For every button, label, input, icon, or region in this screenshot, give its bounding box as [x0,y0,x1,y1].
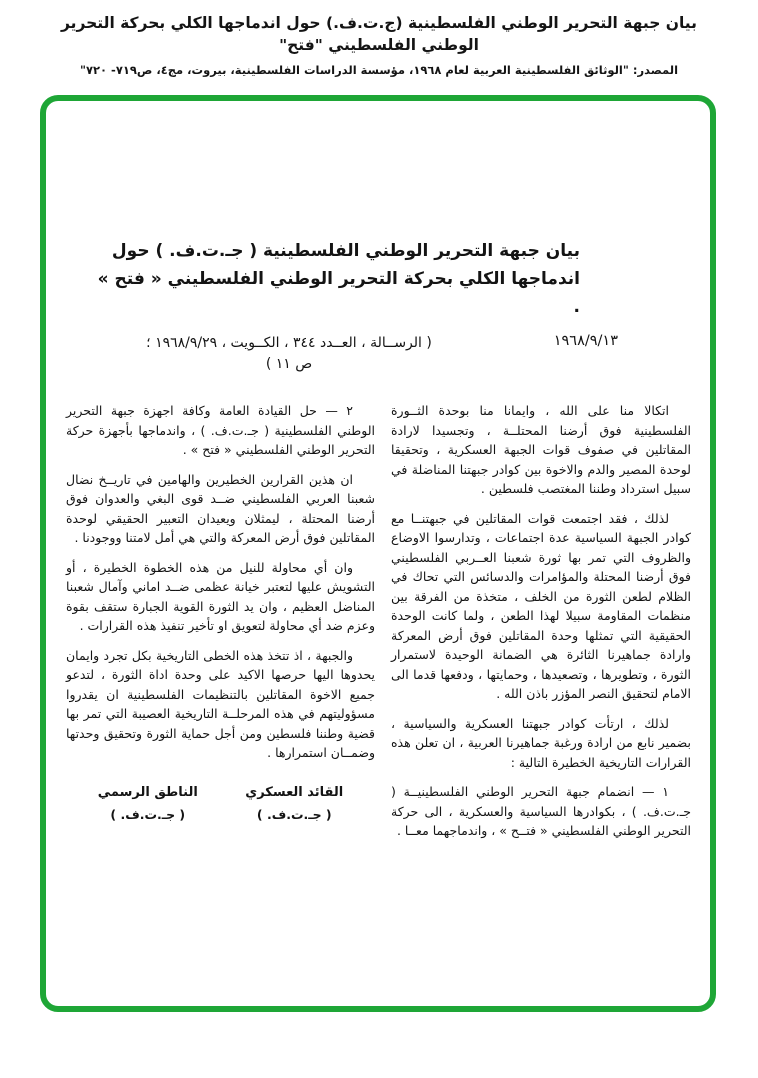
body-paragraph: وان أي محاولة للنيل من هذه الخطوة الخطيرة ، أو التشويش عليها لتعتبر خيانة عظمى ضــد اماني وآمال شعبنا المناضل العظيم ، وان يد الثورة القوية الجبارة ستقف بقوة وعزم ضد أي محاولة لتعويق او تأخير تنفيذ هذه القرارات . [66,559,375,633]
body-paragraph: والجبهة ، اذ تتخذ هذه الخطى التاريخية بكل تجرد وايمان يحدوها اليها حرصها الاكيد على وحدة اداة الثورة ، لتدعو جميع الاخوة المقاتلين بالتنظيمات الفلسطينية ان يقدروا مسؤوليتهم في هذه المرحلــة التاريخية العصيبة التي تمر بها قضية وطننا فلسطين ومن أجل حماية الثورة وتحقيق وحدتها وضمــان استمرارها . [66,647,375,760]
signature-title: القائد العسكري [245,784,344,800]
column-right [391,401,691,851]
statement-title: بيان جبهة التحرير الوطني الفلسطينية ( جـ.ت.ف. ) حول اندماجها الكلي بحركة التحرير الوطني الفلسطيني « فتح » . [97,241,580,317]
date-row [46,333,710,375]
publication-reference: ( الرســالة ، العــدد ٣٤٤ ، الكــويت ، ١٩٦٨/٩/٢٩ ؛ ص ١١ ) [146,335,432,372]
body-columns [66,401,691,851]
signature-military-commander [245,785,343,822]
signature-org: ( جـ.ت.ف. ) [256,806,332,822]
signature-org: ( جـ.ت.ف. ) [110,806,186,822]
body-paragraph: ان هذين القرارين الخطيرين والهامين في تاريــخ نضال شعبنا العربي الفلسطيني ضــد قوى البغي والعدوان فوق أرضنا المحتلة ، ليمثلان ويعيدان التعبير الحقيقي لوحدة المقاتلين فوق أرض المعركة والتي هي أمل لامتنا ووجودنا . [66,471,375,545]
signature-title: الناطق الرسمي [97,784,198,800]
body-paragraph: اتكالا منا على الله ، وايمانا منا بوحدة الثــورة الفلسطينية فوق أرضنا المحتلــة ، وتجسيدا لارادة المقاتلين في صفوف قوات الجبهة العسكرية ، وتحقيقا لوحدة المصير والدم والاخوة بين كوادر جبهتنا المناضلة في سبيل استرداد وطننا المغتصب فلسطين . [391,403,691,496]
source-citation: المصدر: "الوثائق الفلسطينية العربية لعام ١٩٦٨، مؤسسة الدراسات الفلسطينية، بيروت، مج٤، ص٧١٩- ٧٢٠" [79,63,679,78]
statement-date: ١٩٦٨/٩/١٣ [553,333,618,349]
signature-block [66,785,375,822]
signature-official-spokesman [98,785,198,822]
body-paragraph: لذلك ، ارتأت كوادر جبهتنا العسكرية والسياسية ، بضمير نابع من ارادة ورغبة جماهيرنا العربية ، ان تعلن هذه القرارات التاريخية الخطيرة التالية : [391,715,691,770]
document-title: بيان جبهة التحرير الوطني الفلسطينية (ج.ت.ف.) حول اندماجها الكلي بحركة التحرير الوطني الفلسطيني "فتح" [61,14,697,54]
document-header [0,13,758,77]
body-paragraph: ١ — انضمام جبهة التحرير الوطني الفلسطينيــة ( جـ.ت.ف. ) ، بكوادرها السياسية والعسكرية ، الى حركة التحرير الوطني الفلسطيني « فتــح » ، واندماجهما معــا . [391,784,691,838]
body-paragraph: ٢ — حل القيادة العامة وكافة اجهزة جبهة التحرير الوطني الفلسطينية ( جـ.ت.ف. ) ، واندماجها بأجهزة حركة التحرير الوطني الفلسطيني « فتح » . [66,403,375,457]
body-paragraph: لذلك ، فقد اجتمعت قوات المقاتلين في جبهتنــا مع كوادر الجبهة السياسية عدة اجتماعات ، وتدارسوا الاوضاع والظروف التي تمر بها ثورة شعبنا العــربي الفلسطيني فوق أرضنا المحتلة والمؤامرات والدسائس التي تحاك في الظلام لطعن الثورة من الخلف ، متخذة من الفرقة بين منظمات المقاومة سبيلا لهذا الطعن ، ولما كانت الوحدة الحقيقية التي تمثلها وحدة المقاتلين فوق أرض المعركة وارادة جماهيرنا الثائرة هي الضمانة الوحيدة لاستمرار الثورة ، وتطويرها ، وتصعيدها ، وحمايتها ، ودفعها قدما الى الامام لتحقيق النصر المؤزر باذن الله . [391,510,691,701]
column-left [66,401,375,851]
document-frame [40,95,716,1012]
